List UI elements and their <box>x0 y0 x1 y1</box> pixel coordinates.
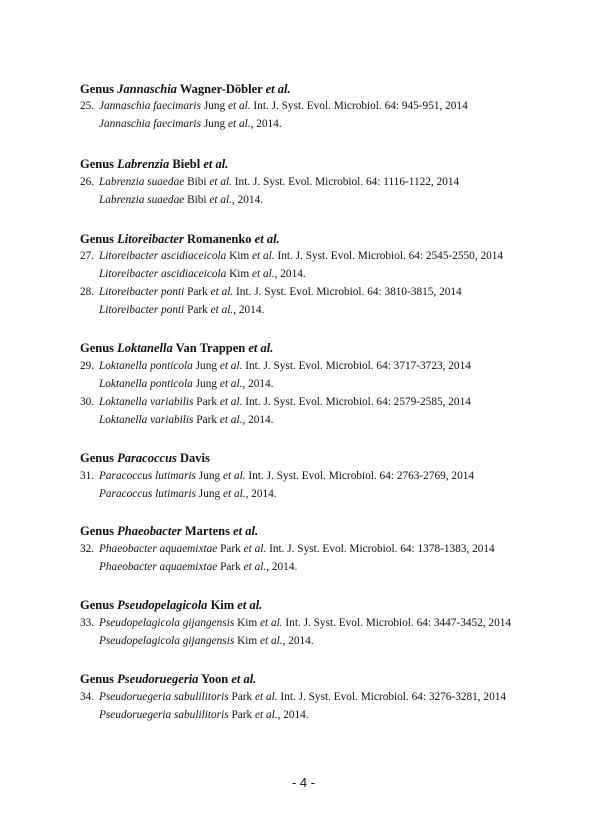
line2-year: , 2014. <box>250 118 282 130</box>
species-name: Loktanella variabilis <box>99 396 194 408</box>
genus-name: Pseudoruegeria <box>117 672 199 686</box>
line2-year: , 2014. <box>282 635 314 647</box>
species-etal: et al. <box>210 286 234 298</box>
type-species-line <box>99 378 274 390</box>
citation: Int. J. Syst. Evol. Microbiol. 64: 2545-2550, 2014 <box>277 250 504 262</box>
line2-etal: et al. <box>254 709 278 721</box>
species-author: Park <box>220 543 241 555</box>
genus-label: Genus <box>80 157 115 171</box>
species-entry <box>80 286 462 316</box>
species-name: Paracoccus lutimaris <box>99 470 196 482</box>
species-author: Bibi <box>187 176 207 188</box>
line2-etal: et al. <box>210 304 234 316</box>
genus-label: Genus <box>80 598 115 612</box>
species-name: Pseudopelagicola gijangensis <box>99 617 235 629</box>
species-name: Labrenzia suaedae <box>99 176 185 188</box>
citation: Int. J. Syst. Evol. Microbiol. 64: 3447-3452, 2014 <box>285 617 512 629</box>
line2-species: Pseudoruegeria sabulilitoris <box>99 709 229 721</box>
entry-number: 31. <box>80 470 95 482</box>
line2-etal: et al. <box>252 268 275 280</box>
species-name: Loktanella ponticola <box>99 360 193 372</box>
species-etal: et al. <box>219 396 243 408</box>
citation: Int. J. Syst. Evol. Microbiol. 64: 2579-2585, 2014 <box>245 396 471 408</box>
genus-authority: Biebl <box>172 157 201 171</box>
species-entry <box>80 691 507 721</box>
genus-authority: Romanenko <box>186 232 252 246</box>
species-author: Kim <box>237 617 258 629</box>
species-entry <box>80 250 504 280</box>
genus-heading <box>80 672 256 687</box>
species-author: Park <box>187 286 208 298</box>
genus-authority: Van Trappen <box>175 341 246 355</box>
genus-label: Genus <box>80 672 115 686</box>
line2-author: Park <box>220 561 241 573</box>
line2-etal: et al. <box>227 118 251 130</box>
line2-etal: et al. <box>209 194 232 206</box>
genus-etal: et al. <box>237 598 263 612</box>
species-name: Jannaschia faecimaris <box>99 100 201 112</box>
species-entry <box>80 543 495 573</box>
genus-name: Paracoccus <box>117 451 177 465</box>
genus-label: Genus <box>80 82 115 96</box>
type-species-line <box>99 414 274 426</box>
genus-authority: Wagner-Döbler <box>179 82 263 96</box>
citation: Int. J. Syst. Evol. Microbiol. 64: 3276-3281, 2014 <box>280 691 507 703</box>
type-species-line <box>99 304 264 316</box>
genus-heading <box>80 598 262 613</box>
line2-year: , 2014. <box>266 561 298 573</box>
species-etal: et al. <box>259 617 283 629</box>
citation: Int. J. Syst. Evol. Microbiol. 64: 2763-2769, 2014 <box>248 470 475 482</box>
species-author: Kim <box>229 250 250 262</box>
species-author: Jung <box>195 360 217 372</box>
line2-species: Loktanella ponticola <box>99 378 193 390</box>
species-entry <box>80 470 475 500</box>
genus-etal: et al. <box>265 82 291 96</box>
line2-year: , 2014. <box>277 709 309 721</box>
genus-authority: Davis <box>180 451 210 465</box>
line2-author: Park <box>187 304 208 316</box>
genus-name: Litoreibacter <box>117 232 184 246</box>
line2-year: , 2014. <box>245 488 277 500</box>
genus-etal: et al. <box>203 157 229 171</box>
genus-authority: Kim <box>210 598 235 612</box>
genus-name: Loktanella <box>117 341 173 355</box>
genus-label: Genus <box>80 232 115 246</box>
genus-etal: et al. <box>248 341 274 355</box>
genus-etal: et al. <box>233 524 259 538</box>
entry-number: 34. <box>80 691 95 703</box>
line2-year: , 2014. <box>274 268 306 280</box>
line2-author: Bibi <box>187 194 207 206</box>
genus-name: Jannaschia <box>117 82 177 96</box>
line2-species: Litoreibacter ponti <box>99 304 185 316</box>
entry-number: 28. <box>80 286 95 298</box>
line2-species: Phaeobacter aquaemixtae <box>99 561 218 573</box>
line2-etal: et al. <box>259 635 283 647</box>
entry-number: 30. <box>80 396 95 408</box>
line2-year: , 2014. <box>233 304 265 316</box>
line2-species: Loktanella variabilis <box>99 414 194 426</box>
entry-number: 33. <box>80 617 95 629</box>
species-etal: et al. <box>243 543 267 555</box>
genus-heading <box>80 157 228 172</box>
line2-author: Jung <box>203 118 226 130</box>
page-number: - 4 - <box>291 775 316 790</box>
species-name: Litoreibacter ponti <box>99 286 185 298</box>
line2-author: Kim <box>229 268 250 280</box>
genus-name: Phaeobacter <box>117 524 182 538</box>
genus-heading <box>80 524 258 539</box>
genus-label: Genus <box>80 451 115 465</box>
line2-year: , 2014. <box>231 194 264 206</box>
genus-label: Genus <box>80 341 115 355</box>
entry-number: 32. <box>80 543 95 555</box>
type-species-line <box>99 268 306 280</box>
line2-species: Litoreibacter ascidiaceicola <box>99 268 227 280</box>
species-name: Phaeobacter aquaemixtae <box>99 543 218 555</box>
entry-number: 29. <box>80 360 95 372</box>
species-entry <box>80 100 468 130</box>
species-entry <box>80 396 471 426</box>
line2-author: Kim <box>237 635 258 647</box>
species-etal: et al. <box>252 250 275 262</box>
species-etal: et al. <box>227 100 251 112</box>
line2-author: Park <box>196 414 217 426</box>
species-etal: et al. <box>222 470 246 482</box>
genus-heading <box>80 232 280 247</box>
species-author: Park <box>231 691 253 703</box>
type-species-line <box>99 709 309 721</box>
genus-etal: et al. <box>254 232 280 246</box>
citation: Int. J. Syst. Evol. Microbiol. 64: 1116-1122, 2014 <box>234 176 460 188</box>
type-species-line <box>99 561 297 573</box>
citation: Int. J. Syst. Evol. Microbiol. 64: 945-951, 2014 <box>253 100 468 112</box>
genus-label: Genus <box>80 524 115 538</box>
line2-author: Park <box>231 709 253 721</box>
type-species-line <box>99 488 277 500</box>
species-entry <box>80 176 460 206</box>
line2-author: Jung <box>198 488 221 500</box>
line2-species: Pseudopelagicola gijangensis <box>99 635 235 647</box>
type-species-line <box>99 118 282 130</box>
line2-etal: et al. <box>219 378 243 390</box>
type-species-line <box>99 194 263 206</box>
genus-name: Pseudopelagicola <box>117 598 208 612</box>
genus-name: Labrenzia <box>117 157 170 171</box>
species-etal: et al. <box>219 360 243 372</box>
species-etal: et al. <box>254 691 278 703</box>
type-species-line <box>99 635 314 647</box>
line2-etal: et al. <box>222 488 246 500</box>
genus-authority: Martens <box>184 524 230 538</box>
line2-year: , 2014. <box>242 414 274 426</box>
entry-number: 27. <box>80 250 95 262</box>
species-author: Jung <box>203 100 226 112</box>
citation: Int. J. Syst. Evol. Microbiol. 64: 3717-3723, 2014 <box>245 360 471 372</box>
species-entry <box>80 360 471 390</box>
line2-year: , 2014. <box>242 378 274 390</box>
citation: Int. J. Syst. Evol. Microbiol. 64: 1378-1383, 2014 <box>269 543 495 555</box>
species-author: Park <box>196 396 217 408</box>
entry-number: 26. <box>80 176 95 188</box>
line2-author: Jung <box>195 378 217 390</box>
line2-species: Jannaschia faecimaris <box>99 118 201 130</box>
line2-species: Paracoccus lutimaris <box>99 488 196 500</box>
genus-etal: et al. <box>231 672 257 686</box>
genus-heading <box>80 82 291 97</box>
line2-etal: et al. <box>243 561 267 573</box>
species-entry <box>80 617 512 647</box>
genus-heading <box>80 451 210 466</box>
species-name: Litoreibacter ascidiaceicola <box>99 250 227 262</box>
citation: Int. J. Syst. Evol. Microbiol. 64: 3810-3815, 2014 <box>236 286 462 298</box>
genus-authority: Yoon <box>201 672 229 686</box>
genus-heading <box>80 341 273 356</box>
species-author: Jung <box>198 470 221 482</box>
species-name: Pseudoruegeria sabulilitoris <box>99 691 229 703</box>
species-etal: et al. <box>209 176 232 188</box>
line2-etal: et al. <box>219 414 243 426</box>
entry-number: 25. <box>80 100 95 112</box>
line2-species: Labrenzia suaedae <box>99 194 185 206</box>
